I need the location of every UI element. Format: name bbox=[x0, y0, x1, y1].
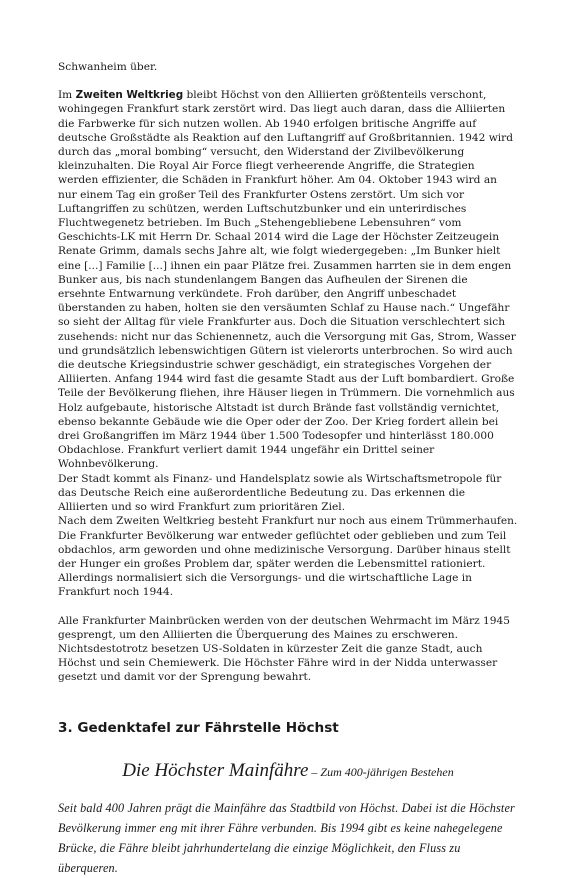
spacer bbox=[58, 74, 518, 88]
paragraph-nachkriegszeit: Nach dem Zweiten Weltkrieg besteht Frankfurt nur noch aus einem Trümmerhaufen. Die Frankfurter Bevölkerung war entweder geflüchtet oder geblieben und zum Teil obdachlos, arm geworden und ohne medizinische Versorgung. Darüber hinaus stellt der Hunger ein großes Problem dar, später werden die Lebensmittel rationiert. Allerdings normalisiert sich die Versorgungs- und die wirtschaftliche Lage in Frankfurt noch 1944. bbox=[58, 515, 518, 599]
plaque-intro: Seit bald 400 Jahren prägt die Mainfähre das Stadtbild von Höchst. Dabei ist die Höchster Bevölkerung immer eng mit ihrer Fähre verbunden. Bis 1994 gibt es keine nahegelegene Brücke, die Fähre bleibt jahrhundertelang die einzige Möglichkeit, den Fluss zu überqueren. bbox=[58, 800, 515, 875]
section-heading: 3. Gedenktafel zur Fährstelle Höchst bbox=[58, 719, 339, 736]
spacer bbox=[58, 600, 518, 614]
plaque-dash: – bbox=[308, 764, 321, 779]
bold-term-zweiter-weltkrieg: Zweiten Weltkrieg bbox=[75, 89, 184, 102]
spacer bbox=[58, 737, 518, 759]
paragraph-lead: Im bbox=[58, 89, 76, 102]
plaque-title: Die Höchster Mainfähre bbox=[122, 759, 309, 781]
spacer bbox=[58, 784, 518, 798]
plaque-title-line bbox=[58, 759, 518, 784]
plaque-subtitle: Zum 400-jährigen Bestehen bbox=[320, 764, 454, 779]
paragraph-mainbruecken: Alle Frankfurter Mainbrücken werden von der deutschen Wehrmacht im März 1945 gesprengt, um den Alliierten die Überquerung des Maines zu erschweren. Nichtsdestotrotz besetzen US-Soldaten in kürzester Zeit die ganze Stadt, auch Höchst und sein Chemiewerk. Die Höchster Fähre wird in der Nidda unterwasser gesetzt und damit vor der Sprengung bewahrt. bbox=[58, 614, 510, 684]
spacer bbox=[58, 685, 518, 719]
paragraph-body: bleibt Höchst von den Alliierten größtenteils verschont, wohingegen Frankfurt stark zerstört wird. Das liegt auch daran, dass die Alliierten die Farbwerke für sich nutzen wollen. Ab 1940 erfolgen britische Angriffe auf deutsche Großstädte als Reaktion auf den Luftangriff auf Großbritannien. 1942 wird durch das „moral bombing“ versucht, den Widerstand der Zivilbevölkerung kleinzuhalten. Die Royal Air Force fliegt verheerende Angriffe, die Strategien werden effizienter, die Schäden in Frankfurt höher. Am 04. Oktober 1943 wird an nur einem Tag ein großer Teil des Frankfurter Ostens zerstört. Um sich vor Luftangriffen zu schützen, werden Luftschutzbunker und ein unterirdisches Fluchtwegenetz betrieben. Im Buch „Stehengebliebene Lebensuhren“ vom Geschichts-LK mit Herrn Dr. Schaal 2014 wird die Lage der Höchster Zeitzeugein Renate Grimm, damals sechs Jahre alt, wie folgt wiedergegeben: „Im Bunker hielt eine [...] Familie [...] ihnen ein paar Plätze frei. Zusammen harrten sie in dem engen Bunker aus, bis nach stundenlangem Bangen das Aufheulen der Sirenen die ersehnte Entwarnung verkündete. Froh darüber, den Angriff unbeschadet überstanden zu haben, holten sie den versäumten Schlaf zu Hause nach.“ Ungefähr so sieht der Alltag für viele Frankfurter aus. Doch die Situation verschlechtert sich zusehends: nicht nur das Schienennetz, auch die Versorgung mit Gas, Strom, Wasser und grundsätzlich lebenswichtigen Gütern ist vielerorts unterbrochen. So wird auch die deutsche Kriegsindustrie schwer geschädigt, ein strategisches Vorgehen der Alliierten. Anfang 1944 wird fast die gesamte Stadt aus der Luft bombardiert. Große Teile der Bevölkerung fliehen, ihre Häuser liegen in Trümmern. Die vornehmlich aus Holz aufgebaute, historische Altstadt ist durch Brände fast vollständig vernichtet, ebenso bekannte Gebäude wie die Oper oder der Zoo. Der Krieg fordert allein bei drei Großangriffen im März 1944 über 1.500 Todesopfer und hinterlässt 180.000 Obdachlose. Frankfurt verliert damit 1944 ungefähr ein Drittel seiner Wohnbevölkerung. bbox=[58, 89, 516, 471]
paragraph-zweiter-weltkrieg bbox=[58, 88, 518, 471]
paragraph-schwanheim: Schwanheim über. bbox=[58, 61, 158, 73]
paragraph-finanzplatz: Der Stadt kommt als Finanz- und Handelsplatz sowie als Wirtschaftsmetropole für das Deutsche Reich eine außerordentliche Bedeutung zu. Das erkennen die Alliierten und so wird Frankfurt zum prioritären Ziel. bbox=[58, 472, 502, 514]
document-page bbox=[58, 60, 518, 878]
